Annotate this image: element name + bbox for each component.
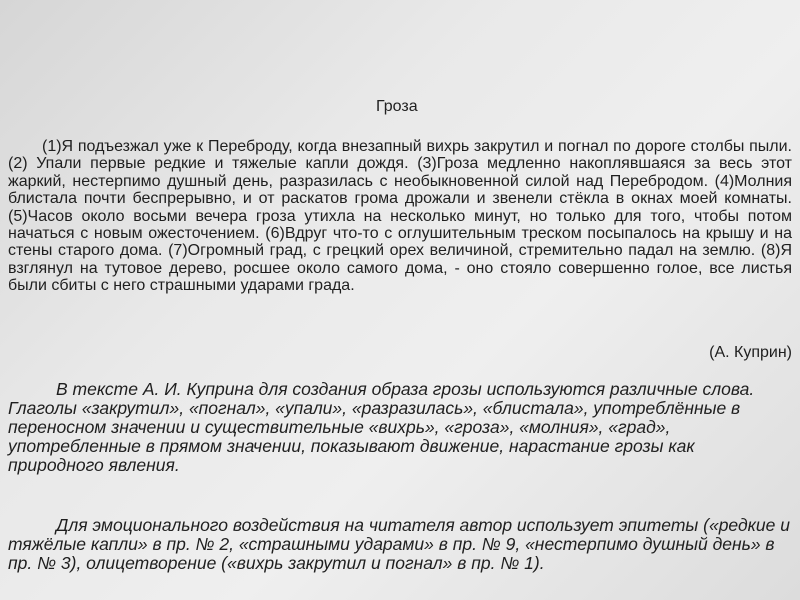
analysis-text-1: В тексте А. И. Куприна для создания образа грозы используются различные слова. Глаголы «закрутил», «погнал», «упали», «разразилась», «блистала», употреблённые в переносном значении и существительные «вихрь», «гроза», «молния», «град», употребленные в прямом значении, показывают движение, нарастание грозы как природного явления. [8, 379, 755, 475]
analysis-paragraph-2 [8, 516, 792, 573]
story-text: (1)Я подъезжал уже к Переброду, когда внезапный вихрь закрутил и погнал по дороге столбы пыли. (2) Упали первые редкие и тяжелые капли дождя. (3)Гроза медленно накоплявшаяся за весь этот жаркий, нестерпимо душный день, разразилась с необыкновенной силой над Перебродом. (4)Молния блистала почти беспрерывно, и от раскатов грома дрожали и звенели стёкла в окнах моей комнаты. (5)Часов около восьми вечера гроза утихла на несколько минут, но только для того, чтобы потом начаться с новым ожесточением. (6)Вдруг что-то с оглушительным треском посыпалось на крышу и на стены старого дома. (7)Огромный град, с грецкий орех величиной, стремительно падал на землю. (8)Я взглянул на тутовое дерево, росшее около самого дома, - оно стояло совершенно голое, все листья были сбиты с него страшными ударами града. [8, 138, 792, 295]
text-title: Гроза [376, 98, 418, 115]
analysis-paragraph-1 [8, 380, 792, 475]
analysis-text-2: Для эмоционального воздействия на читателя автор использует эпитеты («редкие и тяжёлые капли» в пр. № 2, «страшными ударами» в пр. № 9, «нестерпимо душный день» в пр. № 3), олицетворение («вихрь закрутил и погнал» в пр. № 1). [8, 515, 790, 573]
story-passage [8, 138, 792, 295]
author-attribution: (А. Куприн) [709, 344, 792, 361]
